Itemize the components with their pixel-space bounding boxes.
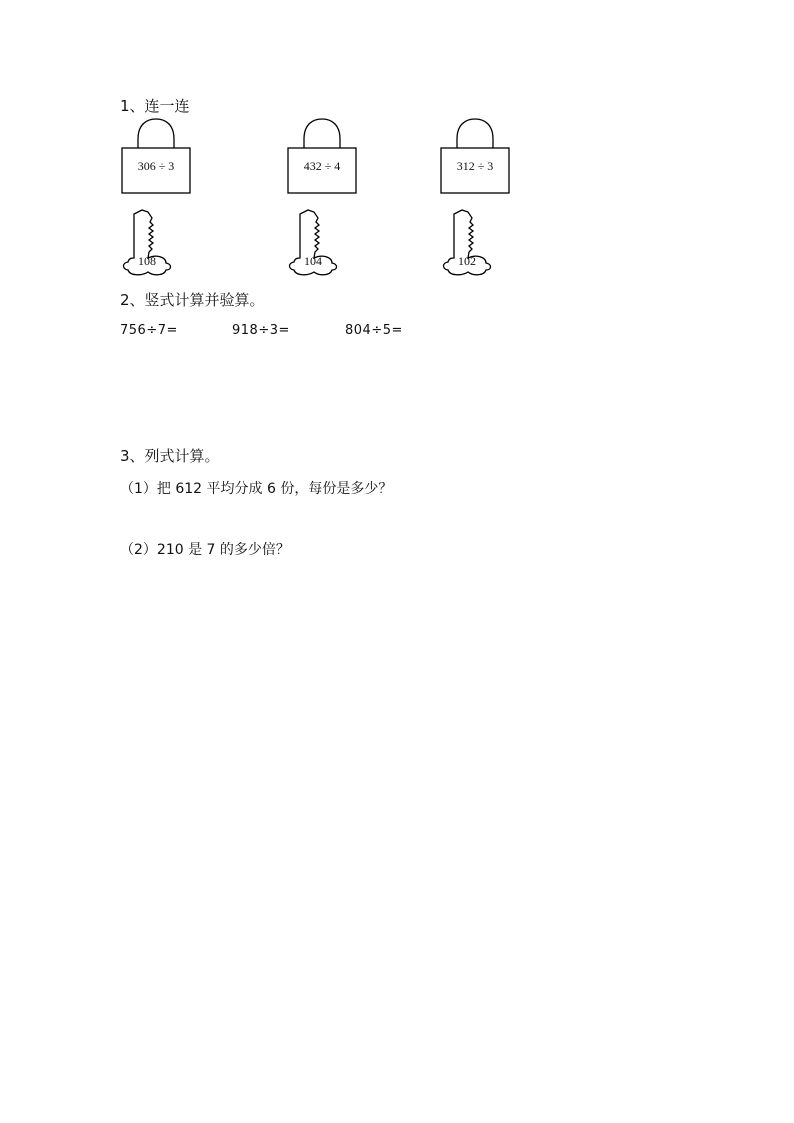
key-value: 108 xyxy=(138,254,156,268)
lock-2[interactable] xyxy=(287,117,357,195)
lock-icon xyxy=(121,117,191,195)
question-2: （2）210 是 7 的多少倍？ xyxy=(120,542,290,558)
question-1: （1）把 612 平均分成 6 份，每份是多少？ xyxy=(120,481,393,497)
lock-icon xyxy=(440,117,510,195)
lock-expression: 306 ÷ 3 xyxy=(137,159,175,173)
division-problem-2: 918÷3= xyxy=(232,323,290,338)
lock-3[interactable] xyxy=(440,117,510,195)
lock-expression: 432 ÷ 4 xyxy=(303,159,341,173)
lock-icon xyxy=(287,117,357,195)
key-2[interactable] xyxy=(286,208,346,278)
lock-1[interactable] xyxy=(121,117,191,195)
division-problem-1: 756÷7= xyxy=(120,323,178,338)
section2-title: 2、竖式计算并验算。 xyxy=(120,291,265,309)
section3-title: 3、列式计算。 xyxy=(120,447,220,465)
key-1[interactable] xyxy=(120,208,180,278)
section1-title: 1、连一连 xyxy=(120,97,190,115)
division-problem-3: 804÷5= xyxy=(345,323,403,338)
key-value: 102 xyxy=(458,254,476,268)
key-3[interactable] xyxy=(440,208,500,278)
lock-expression: 312 ÷ 3 xyxy=(456,159,494,173)
key-value: 104 xyxy=(304,254,322,268)
